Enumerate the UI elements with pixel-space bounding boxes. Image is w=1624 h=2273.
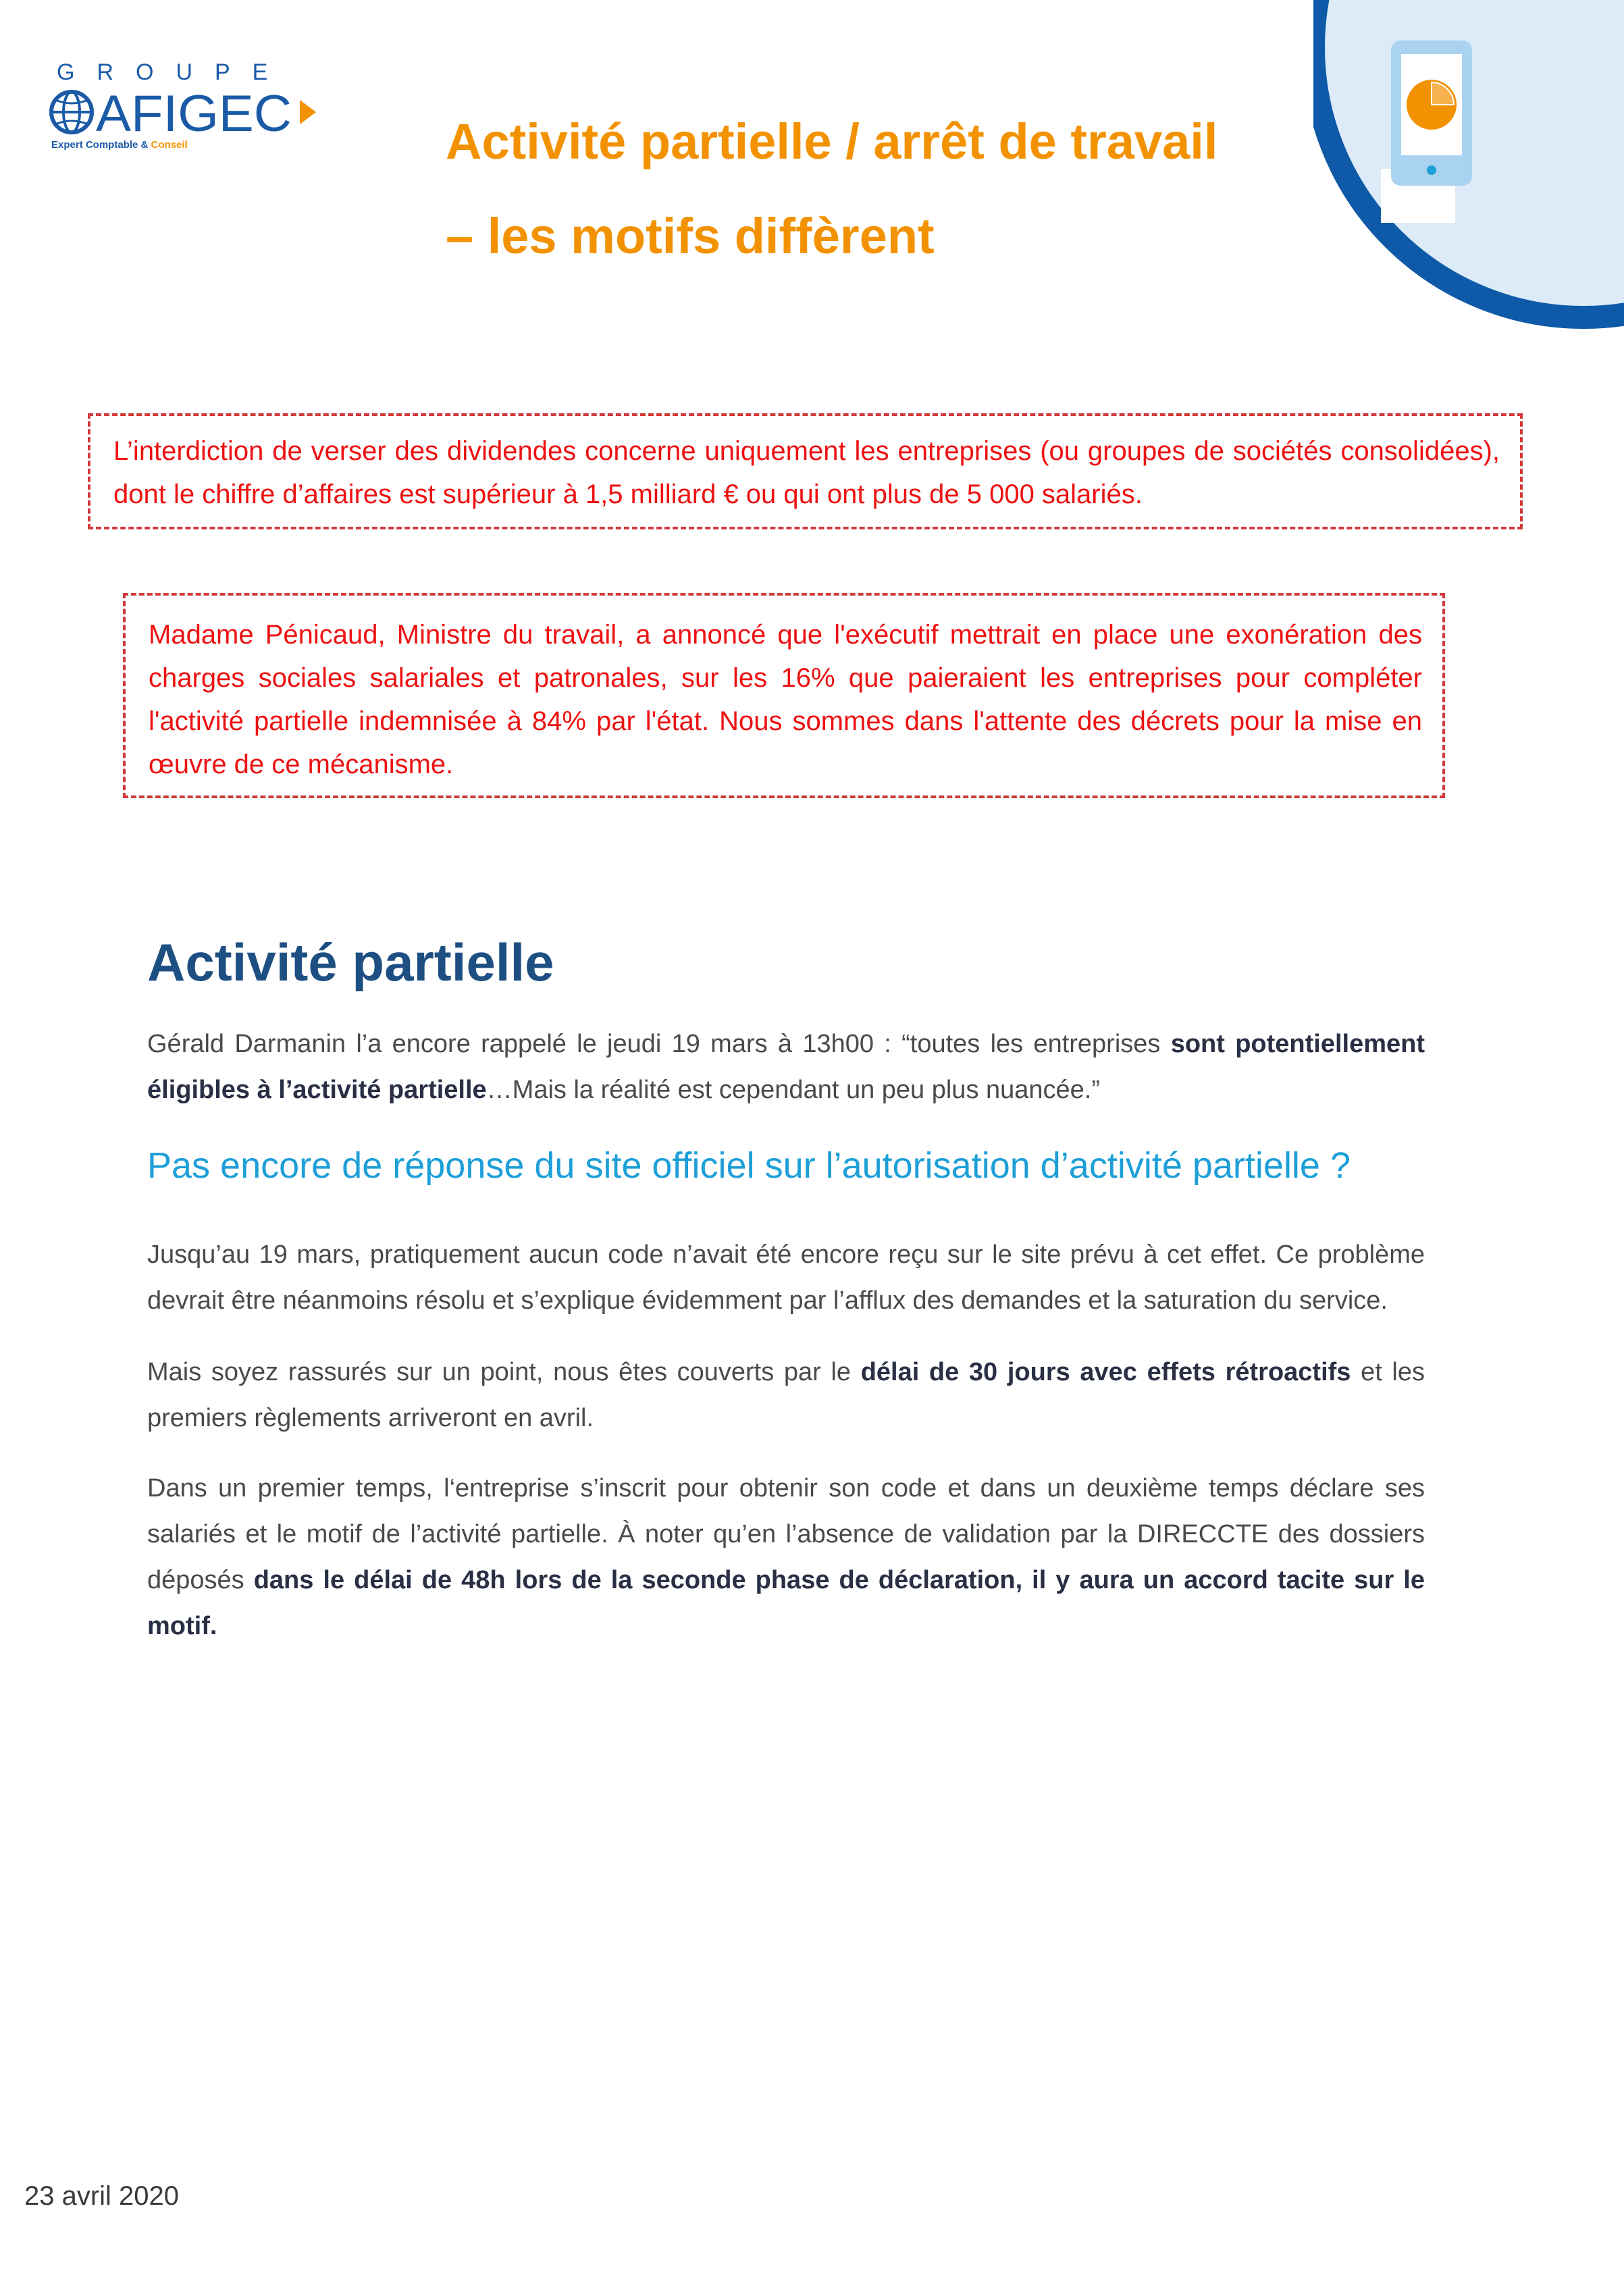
title-line-1: Activité partielle / arrêt de travail [446,113,1218,169]
p1-bold: sont potentiellement éligibles à l’activité partielle [147,1030,1425,1104]
p3-text-before: Mais soyez rassurés sur un point, nous êtes couverts par le [147,1358,861,1386]
tagline-main: Expert Comptable & [51,139,151,151]
arrow-right-icon [300,100,316,124]
logo-groupe-text: GROUPE [57,59,290,85]
exoneration-notice-box [123,593,1445,798]
tagline-accent: Conseil [151,139,188,151]
paragraph-darmanin [147,1021,1425,1113]
p4-bold: dans le délai de 48h lors de la seconde phase de déclaration, il y aura un accord tacite sur le motif. [147,1566,1425,1640]
p1-text-before: Gérald Darmanin l’a encore rappelé le jeudi 19 mars à 13h00 : “toutes les entreprises [147,1030,1171,1058]
pie-chart-icon [1407,80,1457,130]
paragraph-delai [147,1349,1425,1441]
dividend-notice-box [88,413,1523,529]
logo-brand-text: AFIGEC [96,86,292,140]
section-heading: Activité partielle [147,933,554,992]
logo-mark [45,86,328,140]
footer-date: 23 avril 2020 [24,2181,180,2211]
p4-text-before: Dans un premier temps, l‘entreprise s’inscrit pour obtenir son code et dans un deuxième temps déclare ses salariés et le motif de l’activité partielle. À noter qu’en l’absence de validation par la DIRECCTE des dossiers déposés [147,1474,1425,1594]
corner-decoration [1313,0,1624,338]
paragraph-declaration [147,1465,1425,1649]
p3-text-after: et les premiers règlements arriveront en avril. [147,1358,1425,1432]
exoneration-notice-text: Madame Pénicaud, Ministre du travail, a annoncé que l'exécutif mettrait en place une exonération des charges sociales salariales et patronales, sur les 16% que paieraient les entreprises pour compléter l'activité partielle indemnisée à 84% par l'état. Nous sommes dans l'attente des décrets pour la mise en œuvre de ce mécanisme. [149,620,1422,779]
globe-icon [51,92,92,132]
page-title [446,95,1351,284]
title-line-2: – les motifs diffèrent [446,208,935,264]
paragraph-codes: Jusqu’au 19 mars, pratiquement aucun code n’avait été encore reçu sur le site prévu à cet effet. Ce problème devrait être néanmoins résolu et s’explique évidemment par l’afflux des demandes et la saturation du service. [147,1240,1425,1315]
p3-bold: délai de 30 jours avec effets rétroactifs [860,1358,1351,1386]
logo-tagline [51,139,188,151]
dividend-notice-text: L’interdiction de verser des dividendes concerne uniquement les entreprises (ou groupes de sociétés consolidées), dont le chiffre d’affaires est supérieur à 1,5 milliard € ou qui ont plus de 5 000 salariés. [113,436,1500,509]
section-subheading: Pas encore de réponse du site officiel sur l’autorisation d’activité partielle ? [147,1145,1351,1186]
company-logo [45,59,328,167]
p1-text-after: …Mais la réalité est cependant un peu plus nuancée.” [486,1076,1101,1104]
